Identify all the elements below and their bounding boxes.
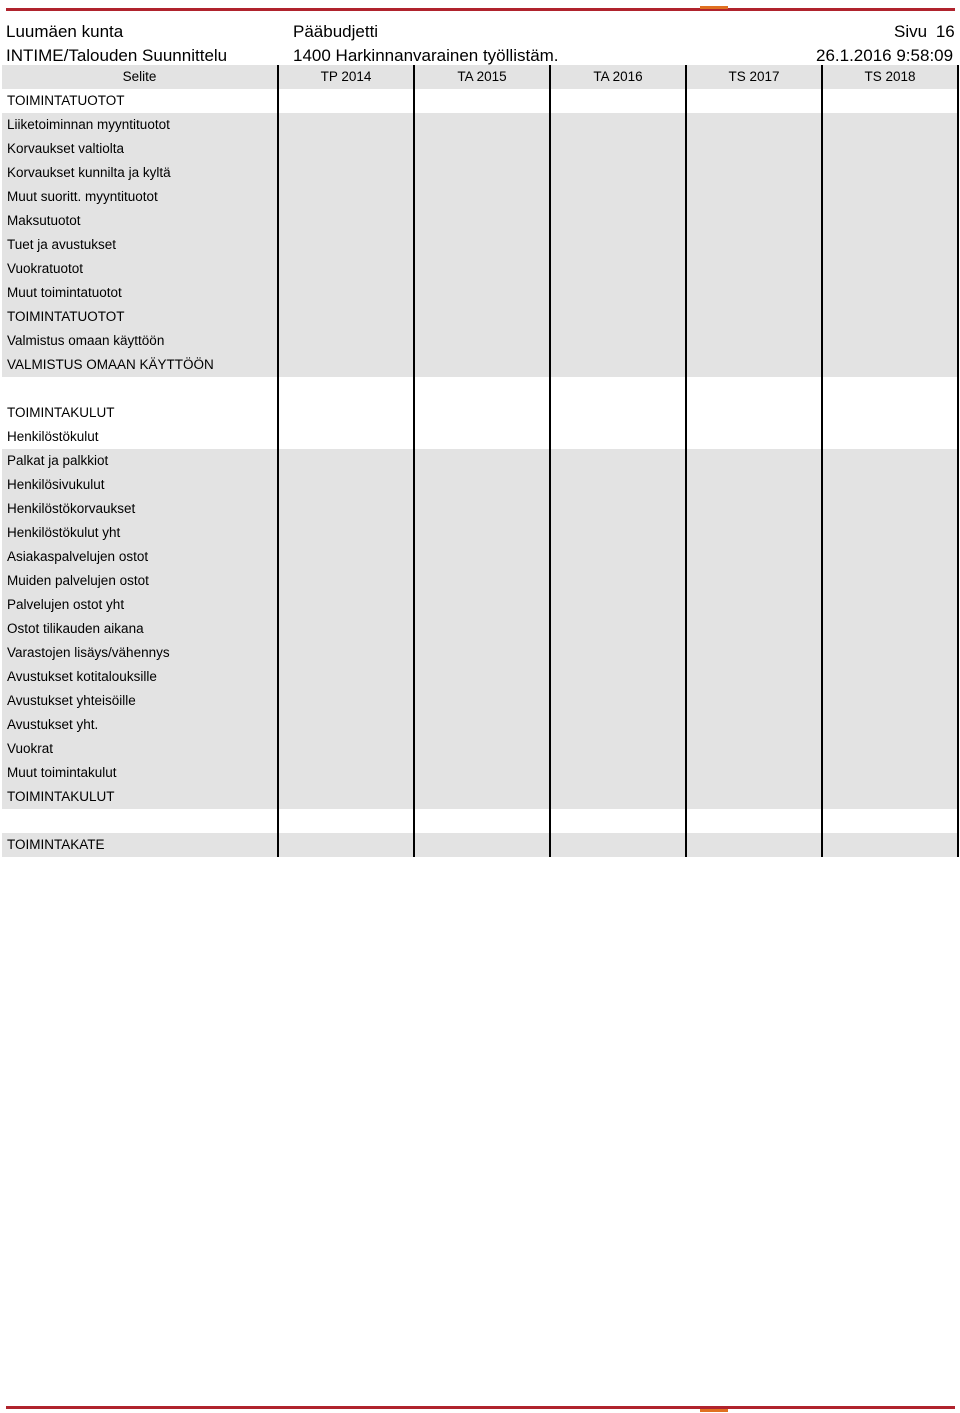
value-cell [686, 401, 822, 425]
value-cell [414, 689, 550, 713]
value-cell [414, 737, 550, 761]
value-cell [278, 137, 414, 161]
value-cell [550, 569, 686, 593]
table-row [2, 89, 958, 113]
value-cell [686, 497, 822, 521]
value-cell [550, 497, 686, 521]
value-cell [822, 449, 958, 473]
table-row [2, 425, 958, 449]
value-cell [686, 113, 822, 137]
value-cell [686, 521, 822, 545]
row-label: VALMISTUS OMAAN KÄYTTÖÖN [2, 353, 278, 377]
row-label: Avustukset kotitalouksille [2, 665, 278, 689]
value-cell [550, 473, 686, 497]
value-cell [550, 641, 686, 665]
value-cell [550, 305, 686, 329]
value-cell [822, 329, 958, 353]
row-label: TOIMINTAKULUT [2, 785, 278, 809]
row-label: Muut suoritt. myyntituotot [2, 185, 278, 209]
table-row [2, 593, 958, 617]
value-cell [550, 617, 686, 641]
table-row [2, 329, 958, 353]
value-cell [822, 377, 958, 401]
value-cell [550, 761, 686, 785]
value-cell [414, 209, 550, 233]
value-cell [550, 233, 686, 257]
budget-table [2, 65, 959, 857]
value-cell [822, 305, 958, 329]
value-cell [686, 641, 822, 665]
report-title: Pääbudjetti [293, 22, 379, 41]
value-cell [822, 161, 958, 185]
value-cell [278, 473, 414, 497]
value-cell [822, 593, 958, 617]
value-cell [550, 161, 686, 185]
value-cell [278, 281, 414, 305]
table-row [2, 113, 958, 137]
value-cell [414, 545, 550, 569]
table-row [2, 497, 958, 521]
row-label: Valmistus omaan käyttöön [2, 329, 278, 353]
organization-name: Luumäen kunta [6, 22, 124, 41]
value-cell [278, 785, 414, 809]
value-cell [822, 809, 958, 833]
row-label: Vuokratuotot [2, 257, 278, 281]
value-cell [278, 401, 414, 425]
table-row [2, 785, 958, 809]
value-cell [550, 785, 686, 809]
value-cell [278, 689, 414, 713]
value-cell [686, 305, 822, 329]
value-cell [686, 257, 822, 281]
row-label: Varastojen lisäys/vähennys [2, 641, 278, 665]
value-cell [550, 713, 686, 737]
table-row [2, 185, 958, 209]
value-cell [414, 257, 550, 281]
value-cell [822, 689, 958, 713]
value-cell [550, 545, 686, 569]
value-cell [550, 449, 686, 473]
value-cell [822, 281, 958, 305]
value-cell [414, 833, 550, 857]
table-body [2, 89, 958, 857]
column-header-selite: Selite [2, 65, 278, 89]
spacer-row [2, 809, 958, 833]
page-number: 16 [935, 22, 955, 41]
row-label: TOIMINTATUOTOT [2, 305, 278, 329]
value-cell [822, 113, 958, 137]
value-cell [686, 209, 822, 233]
top-rule-accent [700, 6, 728, 9]
row-label [2, 377, 278, 401]
row-label: TOIMINTATUOTOT [2, 89, 278, 113]
value-cell [278, 353, 414, 377]
value-cell [414, 377, 550, 401]
row-label: Henkilösivukulut [2, 473, 278, 497]
value-cell [822, 257, 958, 281]
row-label: Vuokrat [2, 737, 278, 761]
row-label: Henkilöstökorvaukset [2, 497, 278, 521]
value-cell [278, 185, 414, 209]
value-cell [414, 617, 550, 641]
value-cell [278, 665, 414, 689]
value-cell [550, 377, 686, 401]
value-cell [278, 449, 414, 473]
value-cell [822, 617, 958, 641]
value-cell [278, 641, 414, 665]
table-row [2, 305, 958, 329]
table-header-row [2, 65, 958, 89]
table-row [2, 137, 958, 161]
value-cell [414, 521, 550, 545]
value-cell [414, 593, 550, 617]
row-label: Palkat ja palkkiot [2, 449, 278, 473]
value-cell [686, 569, 822, 593]
value-cell [822, 665, 958, 689]
row-label: Liiketoiminnan myyntituotot [2, 113, 278, 137]
value-cell [414, 425, 550, 449]
row-label: Henkilöstökulut yht [2, 521, 278, 545]
value-cell [686, 737, 822, 761]
table-row [2, 521, 958, 545]
value-cell [550, 257, 686, 281]
value-cell [686, 809, 822, 833]
value-cell [414, 233, 550, 257]
value-cell [278, 113, 414, 137]
value-cell [822, 185, 958, 209]
table-row [2, 161, 958, 185]
value-cell [414, 137, 550, 161]
value-cell [686, 185, 822, 209]
value-cell [550, 737, 686, 761]
table-row [2, 617, 958, 641]
value-cell [822, 353, 958, 377]
value-cell [414, 473, 550, 497]
row-label: Tuet ja avustukset [2, 233, 278, 257]
value-cell [686, 329, 822, 353]
value-cell [414, 809, 550, 833]
value-cell [414, 281, 550, 305]
column-header-ta-2015: TA 2015 [414, 65, 550, 89]
value-cell [686, 593, 822, 617]
value-cell [278, 233, 414, 257]
value-cell [686, 161, 822, 185]
value-cell [686, 689, 822, 713]
value-cell [278, 329, 414, 353]
value-cell [414, 353, 550, 377]
value-cell [822, 641, 958, 665]
value-cell [550, 833, 686, 857]
value-cell [686, 425, 822, 449]
column-header-ts-2017: TS 2017 [686, 65, 822, 89]
value-cell [278, 809, 414, 833]
unit-name: 1400 Harkinnanvarainen työllistäm. [293, 46, 559, 65]
row-label: Muut toimintakulut [2, 761, 278, 785]
row-label: Korvaukset kunnilta ja kyltä [2, 161, 278, 185]
value-cell [550, 689, 686, 713]
value-cell [278, 761, 414, 785]
value-cell [686, 449, 822, 473]
value-cell [822, 713, 958, 737]
value-cell [414, 113, 550, 137]
value-cell [414, 641, 550, 665]
value-cell [550, 113, 686, 137]
value-cell [550, 281, 686, 305]
table-row [2, 473, 958, 497]
value-cell [686, 473, 822, 497]
table-row [2, 761, 958, 785]
value-cell [822, 521, 958, 545]
bottom-rule [6, 1406, 955, 1409]
value-cell [822, 401, 958, 425]
value-cell [550, 209, 686, 233]
value-cell [550, 809, 686, 833]
value-cell [550, 137, 686, 161]
row-label: Maksutuotot [2, 209, 278, 233]
row-label: Muiden palvelujen ostot [2, 569, 278, 593]
table-row [2, 401, 958, 425]
row-label: Henkilöstökulut [2, 425, 278, 449]
page-indicator [894, 22, 955, 42]
value-cell [278, 713, 414, 737]
page-label: Sivu [894, 22, 928, 41]
row-label [2, 809, 278, 833]
value-cell [414, 449, 550, 473]
table-row [2, 449, 958, 473]
value-cell [278, 617, 414, 641]
value-cell [822, 233, 958, 257]
value-cell [414, 713, 550, 737]
spacer-row [2, 377, 958, 401]
value-cell [822, 833, 958, 857]
value-cell [822, 497, 958, 521]
table-row [2, 689, 958, 713]
value-cell [686, 617, 822, 641]
bottom-rule-accent [700, 1409, 728, 1412]
value-cell [414, 785, 550, 809]
row-label: Ostot tilikauden aikana [2, 617, 278, 641]
value-cell [278, 209, 414, 233]
value-cell [278, 89, 414, 113]
value-cell [686, 713, 822, 737]
value-cell [686, 233, 822, 257]
value-cell [550, 665, 686, 689]
value-cell [278, 377, 414, 401]
value-cell [550, 401, 686, 425]
value-cell [822, 737, 958, 761]
top-rule [6, 8, 955, 11]
value-cell [686, 665, 822, 689]
value-cell [278, 425, 414, 449]
value-cell [278, 521, 414, 545]
value-cell [822, 89, 958, 113]
value-cell [822, 545, 958, 569]
value-cell [822, 473, 958, 497]
value-cell [822, 425, 958, 449]
table-row [2, 569, 958, 593]
value-cell [278, 497, 414, 521]
value-cell [686, 761, 822, 785]
column-header-ta-2016: TA 2016 [550, 65, 686, 89]
value-cell [414, 185, 550, 209]
table-row [2, 713, 958, 737]
row-label: Avustukset yhteisöille [2, 689, 278, 713]
table-row [2, 641, 958, 665]
value-cell [550, 353, 686, 377]
value-cell [550, 425, 686, 449]
value-cell [414, 89, 550, 113]
value-cell [686, 89, 822, 113]
value-cell [686, 785, 822, 809]
value-cell [414, 761, 550, 785]
system-name: INTIME/Talouden Suunnittelu [6, 46, 228, 65]
value-cell [414, 161, 550, 185]
value-cell [414, 665, 550, 689]
value-cell [686, 833, 822, 857]
value-cell [278, 305, 414, 329]
table-row [2, 737, 958, 761]
row-label: Asiakaspalvelujen ostot [2, 545, 278, 569]
row-label: TOIMINTAKATE [2, 833, 278, 857]
value-cell [822, 569, 958, 593]
value-cell [550, 89, 686, 113]
value-cell [550, 521, 686, 545]
value-cell [822, 137, 958, 161]
table-row [2, 233, 958, 257]
value-cell [414, 329, 550, 353]
table-row [2, 209, 958, 233]
row-label: Muut toimintatuotot [2, 281, 278, 305]
value-cell [278, 737, 414, 761]
table-row [2, 665, 958, 689]
table-row [2, 257, 958, 281]
value-cell [278, 257, 414, 281]
value-cell [550, 185, 686, 209]
column-header-ts-2018: TS 2018 [822, 65, 958, 89]
value-cell [686, 137, 822, 161]
column-header-tp-2014: TP 2014 [278, 65, 414, 89]
value-cell [414, 305, 550, 329]
value-cell [686, 281, 822, 305]
value-cell [414, 569, 550, 593]
report-timestamp: 26.1.2016 9:58:09 [816, 46, 954, 65]
value-cell [278, 569, 414, 593]
value-cell [822, 761, 958, 785]
value-cell [278, 545, 414, 569]
value-cell [686, 377, 822, 401]
value-cell [822, 785, 958, 809]
value-cell [278, 833, 414, 857]
value-cell [686, 545, 822, 569]
row-label: Palvelujen ostot yht [2, 593, 278, 617]
row-label: TOIMINTAKULUT [2, 401, 278, 425]
table-row [2, 545, 958, 569]
value-cell [686, 353, 822, 377]
table-row [2, 353, 958, 377]
value-cell [414, 401, 550, 425]
value-cell [278, 593, 414, 617]
value-cell [278, 161, 414, 185]
value-cell [550, 593, 686, 617]
table-row [2, 833, 958, 857]
row-label: Korvaukset valtiolta [2, 137, 278, 161]
table-row [2, 281, 958, 305]
value-cell [822, 209, 958, 233]
value-cell [414, 497, 550, 521]
value-cell [550, 329, 686, 353]
row-label: Avustukset yht. [2, 713, 278, 737]
